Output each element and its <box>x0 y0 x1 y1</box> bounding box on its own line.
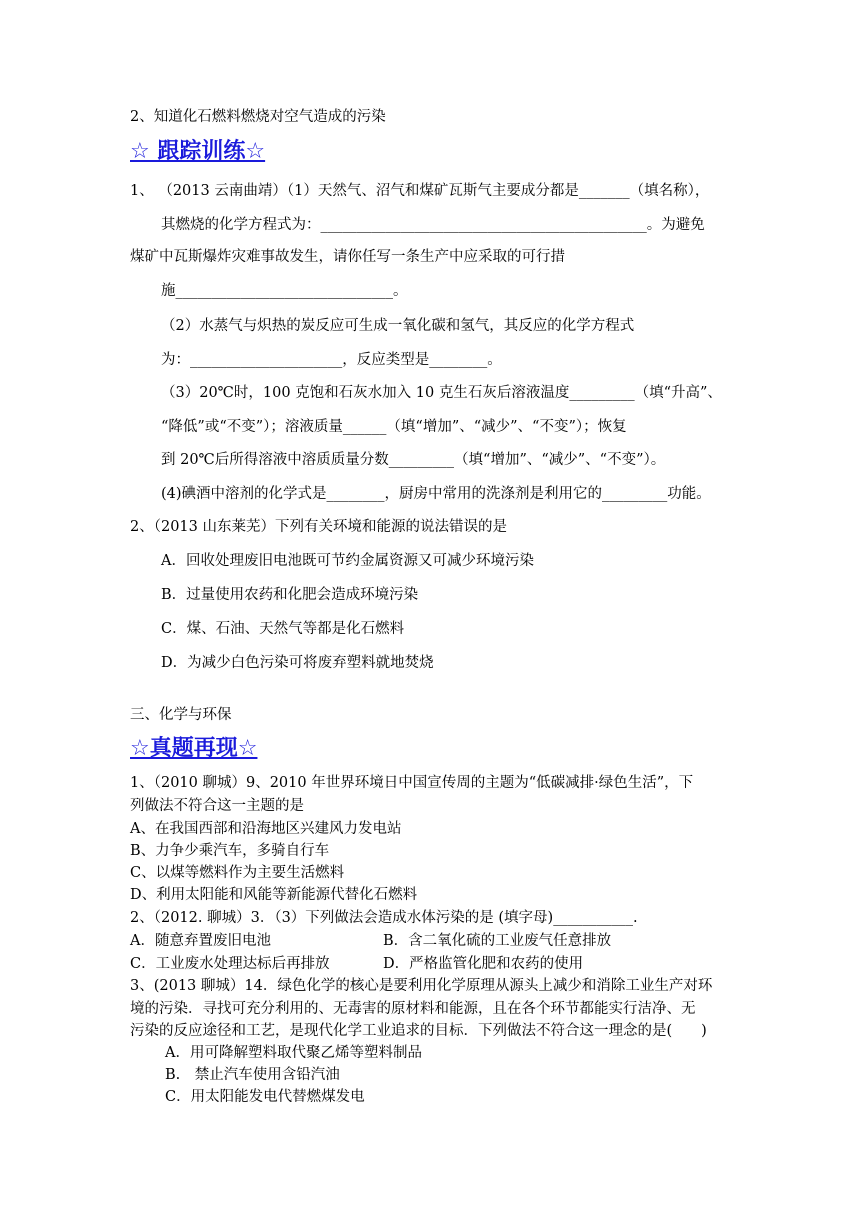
question-1-line-3: 煤矿中瓦斯爆炸灾难事故发生，请你任写一条生产中应采取的可行措 <box>130 249 565 265</box>
section-3-title: 三、化学与环保 <box>130 707 232 723</box>
question-1-line-2: 其燃烧的化学方程式为：_____________________________________________。为避免 <box>161 217 705 233</box>
exam-2-option-c: C．工业废水处理达标后再排放 <box>130 956 330 972</box>
question-2-option-d: D．为减少白色污染可将废弃塑料就地焚烧 <box>161 655 434 671</box>
exam-3-option-a: A．用可降解塑料取代聚乙烯等塑料制品 <box>165 1045 422 1061</box>
exam-3-option-c: C．用太阳能发电代替燃煤发电 <box>165 1089 365 1105</box>
exam-3-option-b: B. 禁止汽车使用含铅汽油 <box>165 1067 340 1083</box>
question-1-line-4: 施______________________________。 <box>161 283 408 299</box>
question-1-line-6: 为：_____________________，反应类型是________。 <box>161 352 502 368</box>
exam-1-option-a: A、在我国西部和沿海地区兴建风力发电站 <box>130 821 402 837</box>
question-2-stem: 2、（2013 山东莱芜）下列有关环境和能源的说法错误的是 <box>130 519 507 535</box>
section-2-title: 2、知道化石燃料燃烧对空气造成的污染 <box>130 109 386 125</box>
question-1-line-1: 1、 （2013 云南曲靖）（1）天然气、沼气和煤矿瓦斯气主要成分都是_______（填名称）， <box>130 183 710 199</box>
exam-1-option-c: C、以煤等燃料作为主要生活燃料 <box>130 865 345 881</box>
exam-1-line-1: 1、（2010 聊城）9、2010 年世界环境日中国宣传周的主题为“低碳减排·绿色生活”，下 <box>130 775 694 791</box>
question-1-line-7: （3）20℃时，100 克饱和石灰水加入 10 克生石灰后溶液温度_________（填“升高”、 <box>161 385 722 401</box>
question-2-option-c: C．煤、石油、天然气等都是化石燃料 <box>161 621 405 637</box>
exam-3-line-2: 境的污染．寻找可充分利用的、无毒害的原材料和能源，且在各个环节都能实行洁净、无 <box>130 1001 696 1017</box>
exam-2-option-d: D．严格监管化肥和农药的使用 <box>383 956 584 972</box>
exam-2-stem: 2、（2012. 聊城）3．（3）下列做法会造成水体污染的是 (填字母)___________. <box>130 910 638 926</box>
exam-3-line-3: 污染的反应途径和工艺，是现代化学工业追求的目标．下列做法不符合这一理念的是( ) <box>130 1023 707 1039</box>
heading-exam: ☆真题再现☆ <box>130 736 258 761</box>
question-1-line-5: （2）水蒸气与炽热的炭反应可生成一氧化碳和氢气，其反应的化学方程式 <box>161 318 635 334</box>
question-2-option-b: B．过量使用农药和化肥会造成环境污染 <box>161 587 419 603</box>
question-2-option-a: A．回收处理废旧电池既可节约金属资源又可减少环境污染 <box>161 553 534 569</box>
exam-2-option-a: A．随意弃置废旧电池 <box>130 933 271 949</box>
heading-practice: ☆ 跟踪训练☆ <box>130 139 266 164</box>
question-1-line-9: 到 20℃后所得溶液中溶质质量分数_________（填“增加”、“减少”、“不变”）。 <box>161 452 666 468</box>
exam-2-option-b: B．含二氧化硫的工业废气任意排放 <box>383 933 612 949</box>
exam-1-option-b: B、力争少乘汽车，多骑自行车 <box>130 843 330 859</box>
exam-1-option-d: D、利用太阳能和风能等新能源代替化石燃料 <box>130 887 418 903</box>
exam-1-line-2: 列做法不符合这一主题的是 <box>130 798 304 814</box>
question-1-line-8: “降低”或“不变”）；溶液质量______（填“增加”、“减少”、“不变”）；恢复 <box>161 419 627 435</box>
question-1-line-10: (4)碘酒中溶剂的化学式是________，厨房中常用的洗涤剂是利用它的_________功能。 <box>161 486 711 502</box>
exam-3-line-1: 3、(2013 聊城）14．绿色化学的核心是要利用化学原理从源头上减少和消除工业生产对环 <box>130 978 713 994</box>
